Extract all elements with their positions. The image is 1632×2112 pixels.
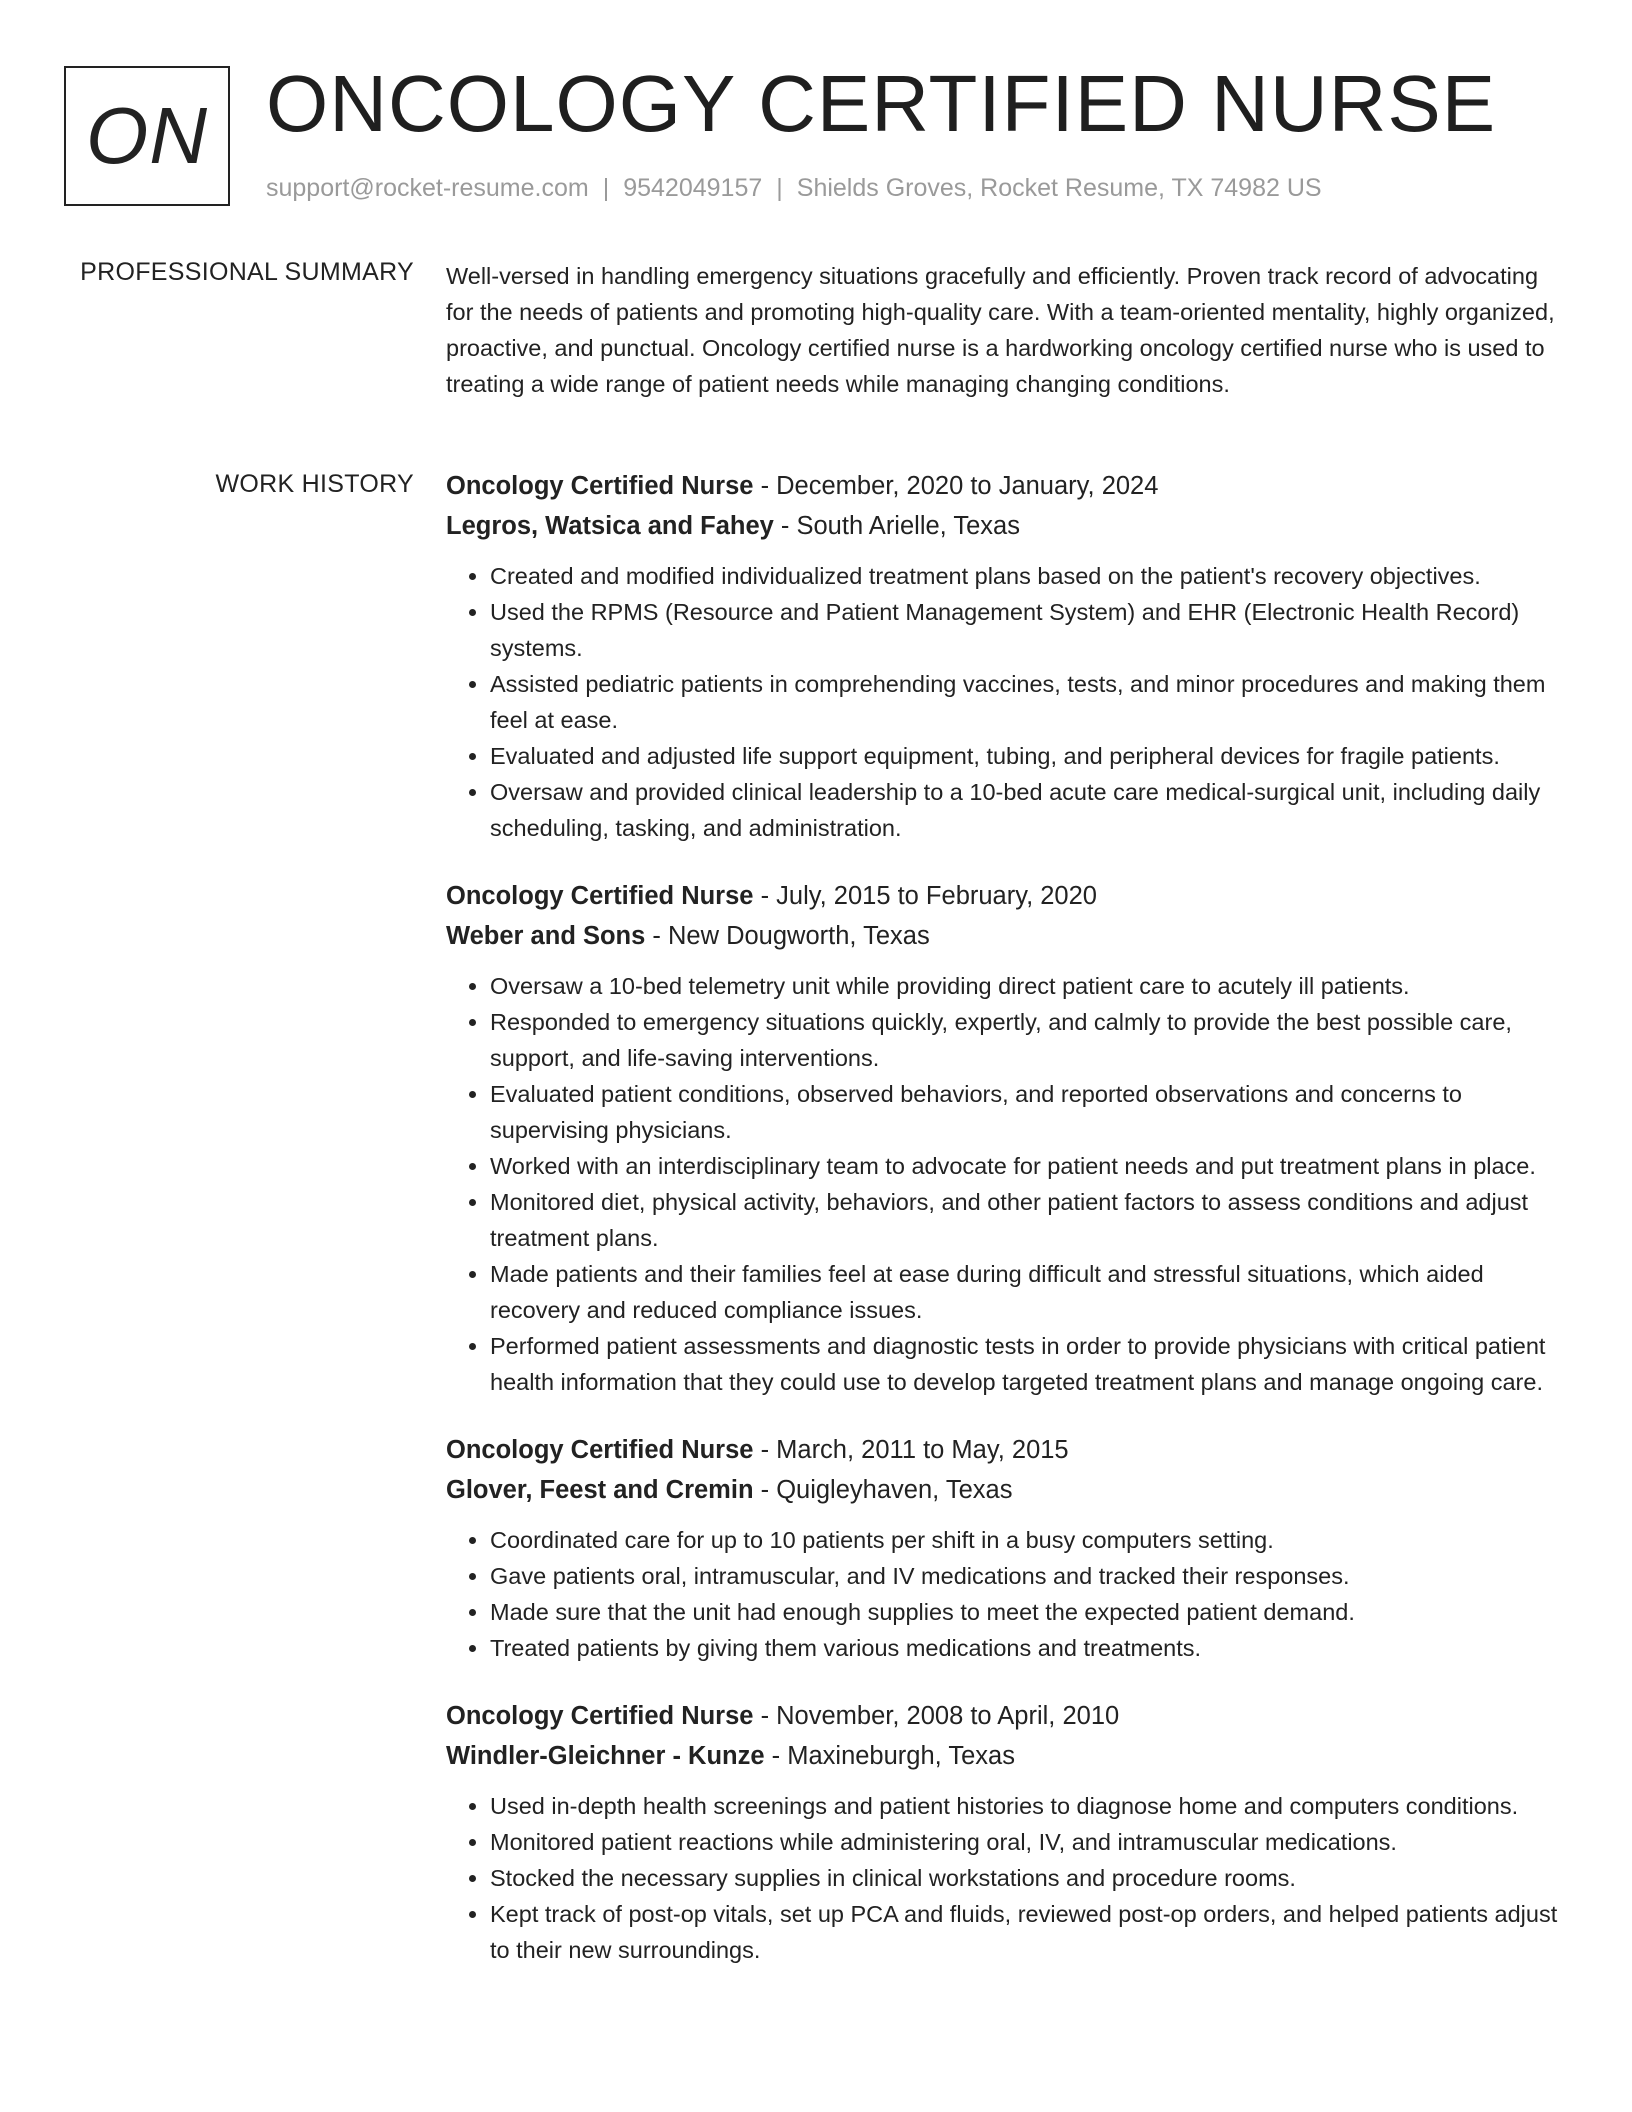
job-company: Weber and Sons [446,922,646,950]
contact-address: Shields Groves, Rocket Resume, TX 74982 US [796,174,1322,202]
job-role: Oncology Certified Nurse [446,1436,754,1464]
job-bullet: • Evaluated patient conditions, observed behaviors, and reported observations and concerns to supervising physicians. [490,1076,1566,1148]
job-bullet: • Created and modified individualized treatment plans based on the patient's recovery objectives. [490,558,1566,594]
job-bullet: • Made patients and their families feel at ease during difficult and stressful situations, which aided recovery and reduced compliance issues. [490,1256,1566,1328]
job-bullet: • Worked with an interdisciplinary team to advocate for patient needs and put treatment plans in place. [490,1148,1566,1184]
job-role: Oncology Certified Nurse [446,472,754,500]
job-role: Oncology Certified Nurse [446,882,754,910]
job-dates: - July, 2015 to February, 2020 [753,882,1097,910]
page-title: ONCOLOGY CERTIFIED NURSE [266,59,1497,148]
job-location: - South Arielle, Texas [773,512,1020,540]
job-title-line [446,1696,1566,1736]
job-dates: - November, 2008 to April, 2010 [753,1702,1120,1730]
job-location: - Quigleyhaven, Texas [753,1476,1013,1504]
job-bullet-list [446,1522,1566,1666]
job-location: - Maxineburgh, Texas [764,1742,1015,1770]
job-location: - New Dougworth, Texas [645,922,930,950]
job-company-line [446,1736,1566,1776]
job-company-line [446,1470,1566,1510]
job-bullet: • Kept track of post-op vitals, set up PCA and fluids, reviewed post-op orders, and helped patients adjust to their new surroundings. [490,1896,1566,1968]
job-entry [446,1430,1566,1666]
job-company-line [446,916,1566,956]
job-entry [446,466,1566,846]
job-bullet: • Gave patients oral, intramuscular, and IV medications and tracked their responses. [490,1558,1566,1594]
job-bullet: • Monitored diet, physical activity, behaviors, and other patient factors to assess conditions and adjust treatment plans. [490,1184,1566,1256]
job-bullet: • Coordinated care for up to 10 patients per shift in a busy computers setting. [490,1522,1566,1558]
job-title-line [446,876,1566,916]
job-list [446,466,1566,1998]
job-bullet: • Used in-depth health screenings and patient histories to diagnose home and computers conditions. [490,1788,1566,1824]
job-bullet-list [446,558,1566,846]
job-bullet: • Treated patients by giving them various medications and treatments. [490,1630,1566,1666]
job-bullet: • Stocked the necessary supplies in clinical workstations and procedure rooms. [490,1860,1566,1896]
job-bullet: • Monitored patient reactions while administering oral, IV, and intramuscular medications. [490,1824,1566,1860]
job-bullet: • Made sure that the unit had enough supplies to meet the expected patient demand. [490,1594,1566,1630]
contact-email: support@rocket-resume.com [266,174,589,202]
job-title-line [446,466,1566,506]
work-history-heading: WORK HISTORY [215,470,414,498]
contact-phone: 9542049157 [623,174,763,202]
job-bullet: • Performed patient assessments and diagnostic tests in order to provide physicians with critical patient health information that they could use to develop targeted treatment plans and manage ongoing care. [490,1328,1566,1400]
monogram-logo: ON [64,66,230,206]
job-bullet-list [446,1788,1566,1968]
job-dates: - March, 2011 to May, 2015 [753,1436,1069,1464]
job-bullet: • Oversaw and provided clinical leadership to a 10-bed acute care medical-surgical unit, including daily scheduling, tasking, and administration. [490,774,1566,846]
job-company: Legros, Watsica and Fahey [446,512,774,540]
job-company: Windler-Gleichner - Kunze [446,1742,765,1770]
job-bullet: • Oversaw a 10-bed telemetry unit while providing direct patient care to acutely ill patients. [490,968,1566,1004]
job-title-line [446,1430,1566,1470]
job-bullet: • Evaluated and adjusted life support equipment, tubing, and peripheral devices for fragile patients. [490,738,1566,774]
summary-text: Well-versed in handling emergency situations gracefully and efficiently. Proven track record of advocating for the needs of patients and promoting high-quality care. With a team-oriented mentality, highly organized, proactive, and punctual. Oncology certified nurse is a hardworking oncology certified nurse who is used to treating a wide range of patient needs while managing changing conditions. [446,263,1555,397]
job-company-line [446,506,1566,546]
job-entry [446,876,1566,1400]
job-bullet: • Assisted pediatric patients in comprehending vaccines, tests, and minor procedures and making them feel at ease. [490,666,1566,738]
contact-line [266,174,1322,203]
job-entry [446,1696,1566,1968]
contact-separator: | [776,174,783,202]
job-company: Glover, Feest and Cremin [446,1476,754,1504]
job-bullet: • Used the RPMS (Resource and Patient Management System) and EHR (Electronic Health Record) systems. [490,594,1566,666]
contact-separator: | [602,174,610,202]
job-dates: - December, 2020 to January, 2024 [753,472,1159,500]
summary-heading: PROFESSIONAL SUMMARY [80,258,414,286]
job-bullet-list [446,968,1566,1400]
job-bullet: • Responded to emergency situations quickly, expertly, and calmly to provide the best possible care, support, and life-saving interventions. [490,1004,1566,1076]
job-role: Oncology Certified Nurse [446,1702,754,1730]
